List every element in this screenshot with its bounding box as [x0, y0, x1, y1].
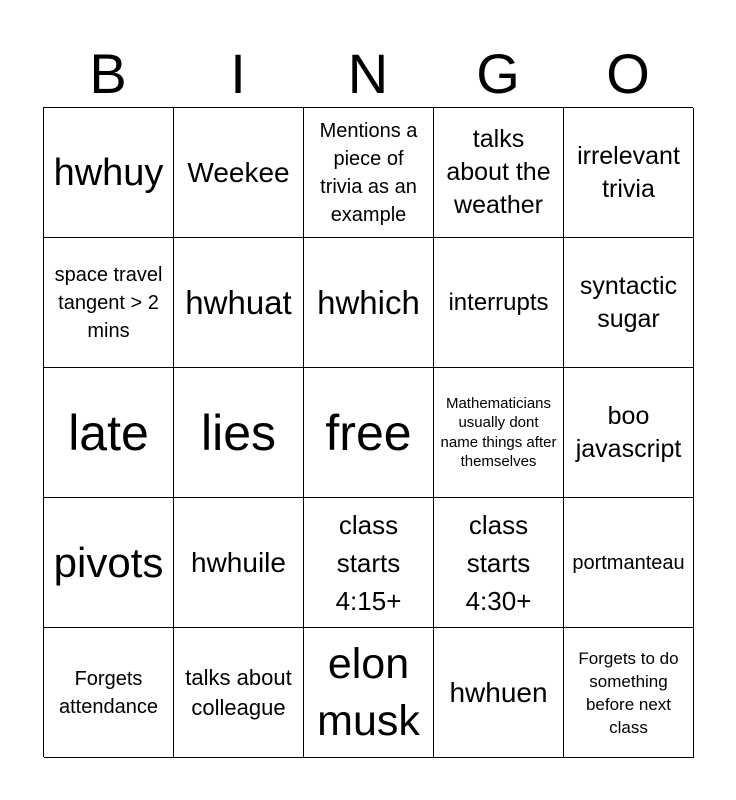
- bingo-cell[interactable]: [44, 628, 174, 758]
- bingo-cell-label: Mathematicians usually dont name things after themselves: [440, 394, 557, 470]
- bingo-cell-label: Mentions a piece of trivia as an example: [319, 119, 418, 226]
- bingo-cell-label: hwhuy: [53, 151, 164, 194]
- bingo-cell[interactable]: [434, 498, 564, 628]
- bingo-cell[interactable]: [174, 238, 304, 368]
- bingo-cell[interactable]: [44, 368, 174, 498]
- bingo-cell-label: space travel tangent > 2 mins: [54, 263, 163, 342]
- bingo-cell-label: boo javascript: [575, 401, 682, 463]
- bingo-cell[interactable]: [304, 238, 434, 368]
- bingo-cell-label: Weekee: [187, 156, 290, 188]
- bingo-cell[interactable]: [564, 498, 694, 628]
- bingo-cell-label: hwhuen: [449, 676, 548, 708]
- bingo-cell-label: talks about the weather: [446, 125, 551, 219]
- header-letter-g: G: [476, 42, 520, 105]
- bingo-cell-label: hwhuile: [191, 546, 286, 578]
- bingo-cell-label: hwhich: [317, 283, 420, 321]
- bingo-cell[interactable]: [434, 628, 564, 758]
- bingo-cell[interactable]: [304, 108, 434, 238]
- bingo-cell[interactable]: [44, 498, 174, 628]
- bingo-cell[interactable]: [434, 368, 564, 498]
- bingo-cell-label: Forgets to do something before next class: [578, 648, 679, 737]
- bingo-cell-label: talks about colleague: [185, 664, 292, 720]
- bingo-cell-label: class starts 4:15+: [335, 509, 402, 616]
- bingo-cell-label: free: [325, 404, 412, 461]
- header-letter-o: O: [606, 42, 650, 105]
- bingo-cell[interactable]: [564, 108, 694, 238]
- bingo-cell-label: class starts 4:30+: [465, 509, 532, 616]
- bingo-cell[interactable]: [44, 108, 174, 238]
- bingo-cell[interactable]: [564, 368, 694, 498]
- bingo-cell-label: interrupts: [448, 289, 549, 316]
- bingo-cell-label: syntactic sugar: [579, 271, 678, 333]
- bingo-cell[interactable]: [564, 628, 694, 758]
- bingo-cell-label: Forgets attendance: [59, 667, 158, 718]
- bingo-cell[interactable]: [174, 368, 304, 498]
- header-letter-b: B: [89, 42, 127, 105]
- bingo-cell[interactable]: [564, 238, 694, 368]
- header-letter-i: I: [230, 42, 246, 105]
- bingo-cell[interactable]: [174, 628, 304, 758]
- bingo-cell[interactable]: [434, 108, 564, 238]
- bingo-cell-label: pivots: [53, 538, 164, 586]
- bingo-cell[interactable]: [44, 238, 174, 368]
- header-letter-n: N: [347, 42, 389, 105]
- bingo-cell[interactable]: [304, 368, 434, 498]
- bingo-cell-label: lies: [200, 404, 277, 461]
- bingo-cell-label: elon musk: [317, 639, 420, 745]
- bingo-cell[interactable]: [304, 628, 434, 758]
- bingo-cell[interactable]: [434, 238, 564, 368]
- bingo-board: [43, 107, 693, 757]
- bingo-cell[interactable]: [174, 108, 304, 238]
- bingo-cell[interactable]: [174, 498, 304, 628]
- bingo-cell-label: irrelevant trivia: [577, 141, 680, 203]
- bingo-header: [43, 40, 693, 108]
- bingo-cell-label: late: [68, 404, 149, 461]
- bingo-cell-label: portmanteau: [572, 551, 685, 574]
- bingo-cell[interactable]: [304, 498, 434, 628]
- bingo-cell-label: hwhuat: [185, 283, 292, 321]
